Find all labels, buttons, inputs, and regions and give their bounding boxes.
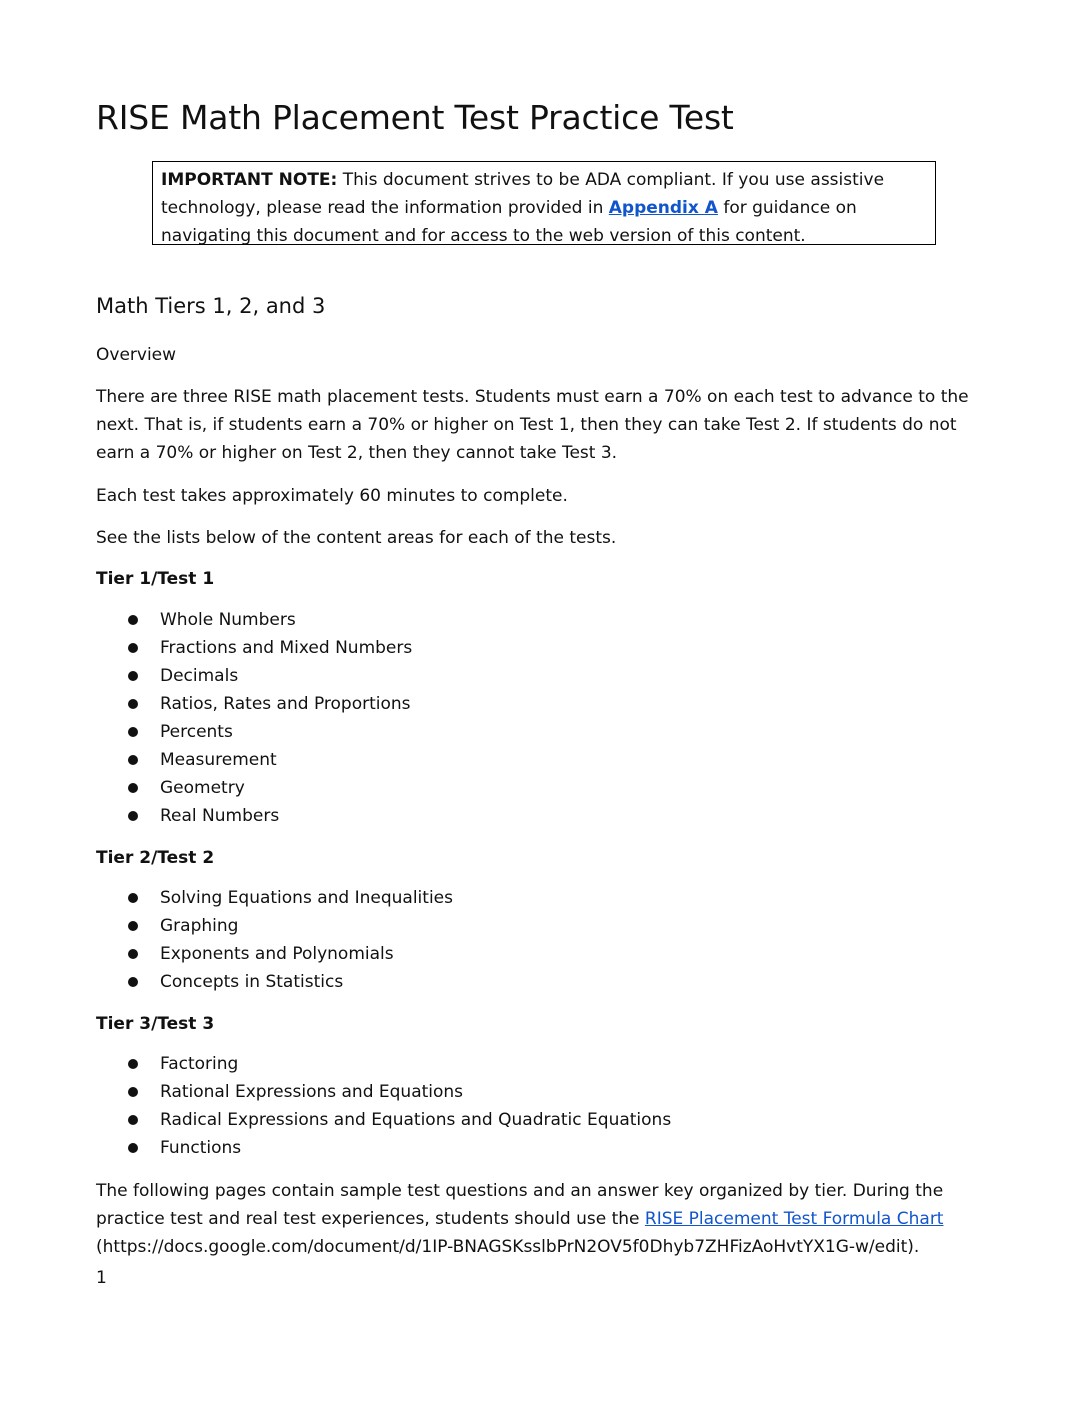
- duration-paragraph: Each test takes approximately 60 minutes to complete.: [96, 486, 568, 506]
- intro-paragraph: There are three RISE math placement tests. Students must earn a 70% on each test to advance to the next. That is, if students earn a 70% or higher on Test 1, then they can take Test 2. If students do not earn a 70% or higher on Test 2, then they cannot take Test 3.: [96, 387, 969, 463]
- list-item: [124, 718, 412, 746]
- list-item-text: Whole Numbers: [160, 610, 296, 630]
- list-item: [124, 606, 412, 634]
- note-label: IMPORTANT NOTE:: [161, 170, 338, 190]
- bullet-icon: [128, 921, 138, 931]
- tier-1-heading: Tier 1/Test 1: [96, 569, 215, 589]
- tier-3-heading: Tier 3/Test 3: [96, 1014, 215, 1034]
- bullet-icon: [128, 783, 138, 793]
- list-item-text: Radical Expressions and Equations and Quadratic Equations: [160, 1110, 672, 1130]
- list-item: [124, 1134, 671, 1162]
- bullet-icon: [128, 1143, 138, 1153]
- list-item-text: Factoring: [160, 1054, 239, 1074]
- bullet-icon: [128, 893, 138, 903]
- tier-2-list: [124, 884, 453, 996]
- bullet-icon: [128, 949, 138, 959]
- tier-1-list: [124, 606, 412, 830]
- tier-3-list: [124, 1050, 671, 1162]
- bullet-icon: [128, 643, 138, 653]
- list-item: [124, 1050, 671, 1078]
- list-item-text: Functions: [160, 1138, 242, 1158]
- list-item-text: Geometry: [160, 778, 245, 798]
- bullet-icon: [128, 811, 138, 821]
- bullet-icon: [128, 755, 138, 765]
- section-heading: Math Tiers 1, 2, and 3: [96, 294, 326, 318]
- tier-2-heading: Tier 2/Test 2: [96, 848, 215, 868]
- list-item: [124, 1106, 671, 1134]
- list-item: [124, 690, 412, 718]
- bullet-icon: [128, 1115, 138, 1125]
- list-item: [124, 1078, 671, 1106]
- list-item-text: Measurement: [160, 750, 277, 770]
- list-item-text: Rational Expressions and Equations: [160, 1082, 464, 1102]
- appendix-a-link[interactable]: Appendix A: [608, 198, 718, 218]
- note-text-after-link: for guidance on navigating this document and for access to the web version of this content.: [161, 198, 857, 246]
- list-item-text: Exponents and Polynomials: [160, 944, 394, 964]
- list-item-text: Concepts in Statistics: [160, 972, 344, 992]
- list-item: [124, 634, 412, 662]
- bullet-icon: [128, 977, 138, 987]
- list-item: [124, 968, 453, 996]
- list-item: [124, 940, 453, 968]
- closing-text-after-link: (https://docs.google.com/document/d/1IP-BNAGSKsslbPrN2OV5f0Dhyb7ZHFizAoHvtYX1G-w/edit).: [96, 1237, 920, 1257]
- bullet-icon: [128, 727, 138, 737]
- list-item: [124, 912, 453, 940]
- see-lists-paragraph: See the lists below of the content areas for each of the tests.: [96, 528, 617, 548]
- list-item: [124, 884, 453, 912]
- bullet-icon: [128, 615, 138, 625]
- bullet-icon: [128, 699, 138, 709]
- list-item-text: Percents: [160, 722, 233, 742]
- important-note-box: [152, 161, 936, 245]
- bullet-icon: [128, 671, 138, 681]
- list-item-text: Decimals: [160, 666, 239, 686]
- overview-label: Overview: [96, 345, 177, 365]
- list-item: [124, 802, 412, 830]
- bullet-icon: [128, 1087, 138, 1097]
- list-item-text: Graphing: [160, 916, 239, 936]
- closing-text-before-link: The following pages contain sample test questions and an answer key organized by tier. During the practice test and real test experiences, students should use the: [96, 1181, 944, 1229]
- closing-paragraph: [96, 1177, 966, 1261]
- list-item-text: Real Numbers: [160, 806, 280, 826]
- list-item-text: Ratios, Rates and Proportions: [160, 694, 411, 714]
- note-text-before-link: This document strives to be ADA compliant. If you use assistive technology, please read the information provided in: [161, 170, 885, 218]
- formula-chart-link[interactable]: RISE Placement Test Formula Chart: [644, 1209, 944, 1229]
- list-item: [124, 746, 412, 774]
- page-title: RISE Math Placement Test Practice Test: [96, 98, 734, 137]
- list-item-text: Fractions and Mixed Numbers: [160, 638, 413, 658]
- list-item: [124, 774, 412, 802]
- page-number: 1: [96, 1268, 107, 1288]
- bullet-icon: [128, 1059, 138, 1069]
- list-item-text: Solving Equations and Inequalities: [160, 888, 453, 908]
- list-item: [124, 662, 412, 690]
